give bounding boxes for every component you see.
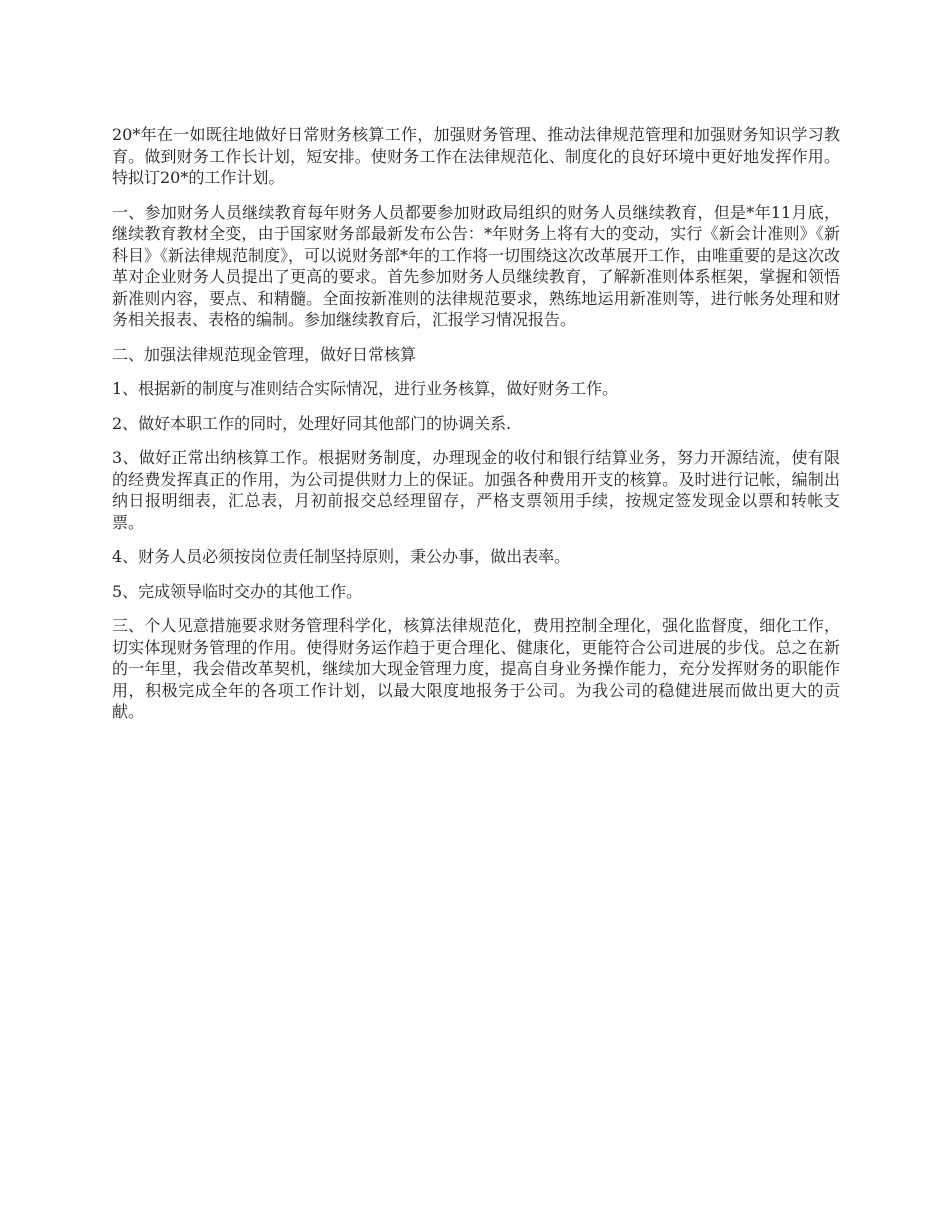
item-4-paragraph: 4、财务人员必须按岗位责任制坚持原则，秉公办事，做出表率。 — [112, 547, 571, 566]
section-two-heading: 二、加强法律规范现金管理，做好日常核算 — [112, 344, 417, 364]
item-3-paragraph: 3、做好正常出纳核算工作。根据财务制度，办理现金的收付和银行结算业务，努力开源结流，使有限的经费发挥真正的作用，为公司提供财力上的保证。加强各种费用开支的核算。及时进行记帐，编制出纳日报明细表，汇总表，月初前报交总经理留存，严格支票领用手续，按规定签发现金以票和转帐支票。 — [112, 448, 840, 532]
section-three-paragraph: 三、个人见意措施要求财务管理科学化，核算法律规范化，费用控制全理化，强化监督度，细化工作，切实体现财务管理的作用。使得财务运作趋于更合理化、健康化，更能符合公司进展的步伐。总之在新的一年里，我会借改革契机，继续加大现金管理力度，提高自身业务操作能力，充分发挥财务的职能作用，积极完成全年的各项工作计划，以最大限度地报务于公司。为我公司的稳健进展而做出更大的贡献。 — [112, 616, 840, 721]
section-one-paragraph: 一、参加财务人员继续教育每年财务人员都要参加财政局组织的财务人员继续教育，但是*年11月底，继续教育教材全变，由于国家财务部最新发布公告：*年财务上将有大的变动，实行《新会计准则》《新科目》《新法律规范制度》，可以说财务部*年的工作将一切围绕这次改革展开工作，由唯重要的是这次改革对企业财务人员提出了更高的要求。首先参加财务人员继续教育，了解新准则体系框架，掌握和领悟新准则内容，要点、和精髓。全面按新准则的法律规范要求，熟练地运用新准则等，进行帐务处理和财务相关报表、表格的编制。参加继续教育后，汇报学习情况报告。 — [112, 202, 841, 329]
intro-paragraph: 20*年在一如既往地做好日常财务核算工作，加强财务管理、推动法律规范管理和加强财务知识学习教育。做到财务工作长计划，短安排。使财务工作在法律规范化、制度化的良好环境中更好地发挥作用。特拟订20*的工作计划。 — [112, 125, 840, 187]
item-5-paragraph: 5、完成领导临时交办的其他工作。 — [112, 581, 363, 601]
item-1-paragraph: 1、根据新的制度与准则结合实际情况，进行业务核算，做好财务工作。 — [112, 379, 619, 398]
item-2-paragraph: 2、做好本职工作的同时，处理好同其他部门的协调关系. — [112, 413, 512, 433]
document-body — [112, 124, 840, 736]
